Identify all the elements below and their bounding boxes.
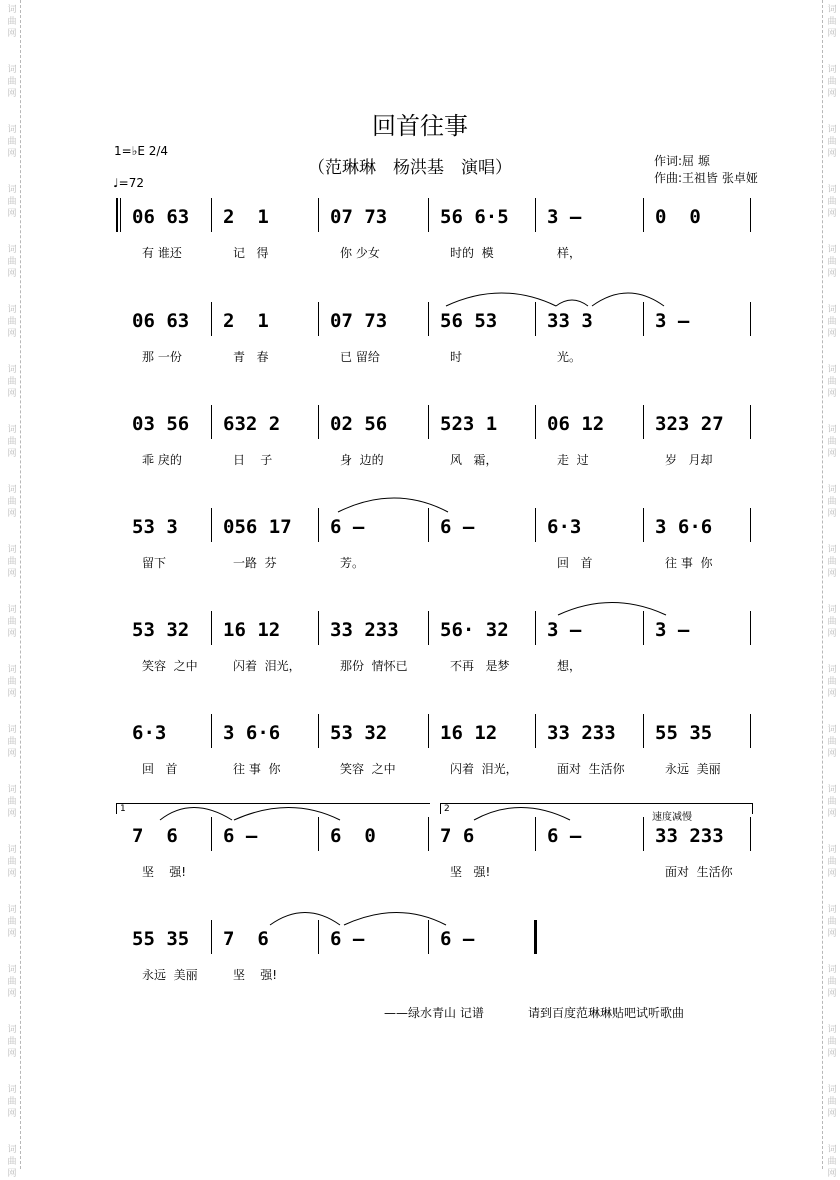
measure-lyrics: 已 留给 bbox=[340, 350, 380, 364]
measure-notes: 3 – bbox=[547, 619, 582, 641]
measure-notes: 07 73 bbox=[330, 206, 388, 228]
measure-notes: 2 1 bbox=[223, 310, 269, 332]
measure-notes: 33 233 bbox=[655, 825, 724, 847]
watermark-text: 词曲网 bbox=[7, 785, 17, 819]
measure-notes: 33 3 bbox=[547, 310, 593, 332]
measure-notes: 33 233 bbox=[330, 619, 399, 641]
measure-notes: 53 32 bbox=[132, 619, 190, 641]
watermark-text: 词曲网 bbox=[7, 545, 17, 579]
measure-notes: 6 – bbox=[330, 516, 365, 538]
watermark-text: 词曲网 bbox=[7, 425, 17, 459]
watermark-text: 词曲网 bbox=[827, 785, 837, 819]
measure-notes: 56 53 bbox=[440, 310, 498, 332]
measure-notes: 16 12 bbox=[440, 722, 498, 744]
measure-lyrics: 往 事 你 bbox=[665, 556, 713, 570]
watermark-text: 词曲网 bbox=[7, 845, 17, 879]
measure-lyrics: 坚 强! bbox=[233, 968, 278, 982]
watermark-text: 词曲网 bbox=[7, 485, 17, 519]
watermark-text: 词曲网 bbox=[827, 365, 837, 399]
watermark-text: 词曲网 bbox=[827, 1085, 837, 1119]
measure-lyrics: 永远 美丽 bbox=[142, 968, 198, 982]
measure-lyrics: 乖 戾的 bbox=[142, 453, 182, 467]
measure-lyrics: 身 边的 bbox=[340, 453, 384, 467]
lyricist: 作词:屈 塬 bbox=[654, 154, 710, 168]
watermark-text: 词曲网 bbox=[7, 5, 17, 39]
measure-notes: 55 35 bbox=[132, 928, 190, 950]
watermark-text: 词曲网 bbox=[827, 185, 837, 219]
watermark-text: 词曲网 bbox=[7, 185, 17, 219]
key-signature: 1=♭E 2/4 bbox=[114, 144, 169, 158]
measure-notes: 03 56 bbox=[132, 413, 190, 435]
watermark-text: 词曲网 bbox=[827, 485, 837, 519]
measure-lyrics: 那份 情怀已 bbox=[340, 659, 408, 673]
measure-lyrics: 芳。 bbox=[340, 556, 365, 570]
watermark-text: 词曲网 bbox=[827, 965, 837, 999]
measure-notes: 06 63 bbox=[132, 206, 190, 228]
watermark-text: 词曲网 bbox=[7, 125, 17, 159]
measure-notes: 6 – bbox=[440, 516, 475, 538]
measure-notes: 16 12 bbox=[223, 619, 281, 641]
measure-lyrics: 你 少女 bbox=[340, 246, 380, 260]
measure-lyrics: 样， bbox=[557, 246, 582, 260]
measure-notes: 323 27 bbox=[655, 413, 724, 435]
measure-lyrics: 风 霜， bbox=[450, 453, 498, 467]
measure-notes: 6 – bbox=[330, 928, 365, 950]
measure-lyrics: 闪着 泪光， bbox=[450, 762, 518, 776]
measure-lyrics: 一路 芬 bbox=[233, 556, 277, 570]
measure-notes: 06 63 bbox=[132, 310, 190, 332]
watermark-text: 词曲网 bbox=[7, 65, 17, 99]
measure-notes: 6 0 bbox=[330, 825, 376, 847]
measure-lyrics: 不再 是梦 bbox=[450, 659, 510, 673]
watermark-text: 词曲网 bbox=[7, 605, 17, 639]
measure-notes: 6·3 bbox=[547, 516, 582, 538]
watermark-text: 词曲网 bbox=[827, 605, 837, 639]
watermark-text: 词曲网 bbox=[827, 425, 837, 459]
measure-lyrics: 笑容 之中 bbox=[340, 762, 396, 776]
measure-lyrics: 青 春 bbox=[233, 350, 269, 364]
watermark-text: 词曲网 bbox=[7, 1085, 17, 1119]
measure-notes: 056 17 bbox=[223, 516, 292, 538]
watermark-text: 词曲网 bbox=[827, 305, 837, 339]
watermark-text: 词曲网 bbox=[827, 245, 837, 279]
measure-lyrics: 日 子 bbox=[233, 453, 273, 467]
measure-lyrics: 坚 强! bbox=[142, 865, 187, 879]
watermark-text: 词曲网 bbox=[7, 365, 17, 399]
measure-notes: 56· 32 bbox=[440, 619, 509, 641]
tempo-change: 速度减慢 bbox=[652, 812, 692, 823]
transcriber-credit: ——绿水青山 记谱 bbox=[384, 1006, 484, 1020]
measure-lyrics: 闪着 泪光， bbox=[233, 659, 301, 673]
watermark-text: 词曲网 bbox=[827, 725, 837, 759]
watermark-text: 词曲网 bbox=[7, 965, 17, 999]
measure-lyrics: 永远 美丽 bbox=[665, 762, 721, 776]
watermark-text: 词曲网 bbox=[827, 545, 837, 579]
measure-lyrics: 时的 模 bbox=[450, 246, 494, 260]
measure-lyrics: 回 首 bbox=[142, 762, 178, 776]
measure-lyrics: 留下 bbox=[142, 556, 167, 570]
watermark-text: 词曲网 bbox=[7, 905, 17, 939]
measure-lyrics: 岁 月却 bbox=[665, 453, 713, 467]
watermark-text: 词曲网 bbox=[827, 1025, 837, 1059]
watermark-text: 词曲网 bbox=[827, 905, 837, 939]
measure-lyrics: 光。 bbox=[557, 350, 582, 364]
measure-notes: 6 – bbox=[440, 928, 475, 950]
watermark-text: 词曲网 bbox=[827, 125, 837, 159]
singers: （范琳琳 杨洪基 演唱） bbox=[308, 158, 512, 178]
measure-notes: 53 32 bbox=[330, 722, 388, 744]
measure-lyrics: 想， bbox=[557, 659, 582, 673]
measure-lyrics: 面对 生活你 bbox=[665, 865, 733, 879]
measure-lyrics: 那 一份 bbox=[142, 350, 182, 364]
measure-notes: 56 6·5 bbox=[440, 206, 509, 228]
watermark-text: 词曲网 bbox=[827, 65, 837, 99]
measure-notes: 7 6 bbox=[132, 825, 178, 847]
measure-lyrics: 面对 生活你 bbox=[557, 762, 625, 776]
measure-notes: 632 2 bbox=[223, 413, 281, 435]
measure-notes: 7 6 bbox=[440, 825, 475, 847]
listen-note: 请到百度范琳琳贴吧试听歌曲 bbox=[528, 1006, 685, 1020]
measure-lyrics: 有 谁还 bbox=[142, 246, 182, 260]
watermark-text: 词曲网 bbox=[7, 725, 17, 759]
measure-notes: 3 6·6 bbox=[223, 722, 281, 744]
measure-notes: 06 12 bbox=[547, 413, 605, 435]
measure-lyrics: 坚 强! bbox=[450, 865, 491, 879]
watermark-text: 词曲网 bbox=[827, 845, 837, 879]
measure-notes: 7 6 bbox=[223, 928, 269, 950]
measure-notes: 3 6·6 bbox=[655, 516, 713, 538]
watermark-text: 词曲网 bbox=[7, 1025, 17, 1059]
measure-lyrics: 走 过 bbox=[557, 453, 589, 467]
measure-notes: 523 1 bbox=[440, 413, 498, 435]
measure-lyrics: 回 首 bbox=[557, 556, 593, 570]
measure-notes: 3 – bbox=[655, 310, 690, 332]
song-title: 回首往事 bbox=[372, 112, 468, 140]
watermark-text: 词曲网 bbox=[827, 665, 837, 699]
measure-notes: 33 233 bbox=[547, 722, 616, 744]
measure-notes: 02 56 bbox=[330, 413, 388, 435]
measure-notes: 6 – bbox=[223, 825, 258, 847]
measure-lyrics: 笑容 之中 bbox=[142, 659, 198, 673]
measure-notes: 07 73 bbox=[330, 310, 388, 332]
watermark-text: 词曲网 bbox=[7, 1145, 17, 1179]
measure-lyrics: 往 事 你 bbox=[233, 762, 281, 776]
measure-lyrics: 时 bbox=[450, 350, 463, 364]
measure-notes: 6·3 bbox=[132, 722, 167, 744]
watermark-text: 词曲网 bbox=[7, 245, 17, 279]
measure-notes: 53 3 bbox=[132, 516, 178, 538]
watermark-text: 词曲网 bbox=[827, 1145, 837, 1179]
measure-notes: 3 – bbox=[655, 619, 690, 641]
volta-1: 1 bbox=[116, 803, 430, 814]
watermark-text: 词曲网 bbox=[7, 665, 17, 699]
tempo-marking: ♩=72 bbox=[113, 176, 144, 190]
measure-notes: 3 – bbox=[547, 206, 582, 228]
measure-lyrics: 记 得 bbox=[233, 246, 269, 260]
volta-2: 2 bbox=[440, 803, 753, 814]
measure-notes: 2 1 bbox=[223, 206, 269, 228]
measure-notes: 0 0 bbox=[655, 206, 701, 228]
composer: 作曲:王祖皆 张卓娅 bbox=[654, 171, 758, 185]
measure-notes: 6 – bbox=[547, 825, 582, 847]
measure-notes: 55 35 bbox=[655, 722, 713, 744]
watermark-text: 词曲网 bbox=[827, 5, 837, 39]
watermark-text: 词曲网 bbox=[7, 305, 17, 339]
